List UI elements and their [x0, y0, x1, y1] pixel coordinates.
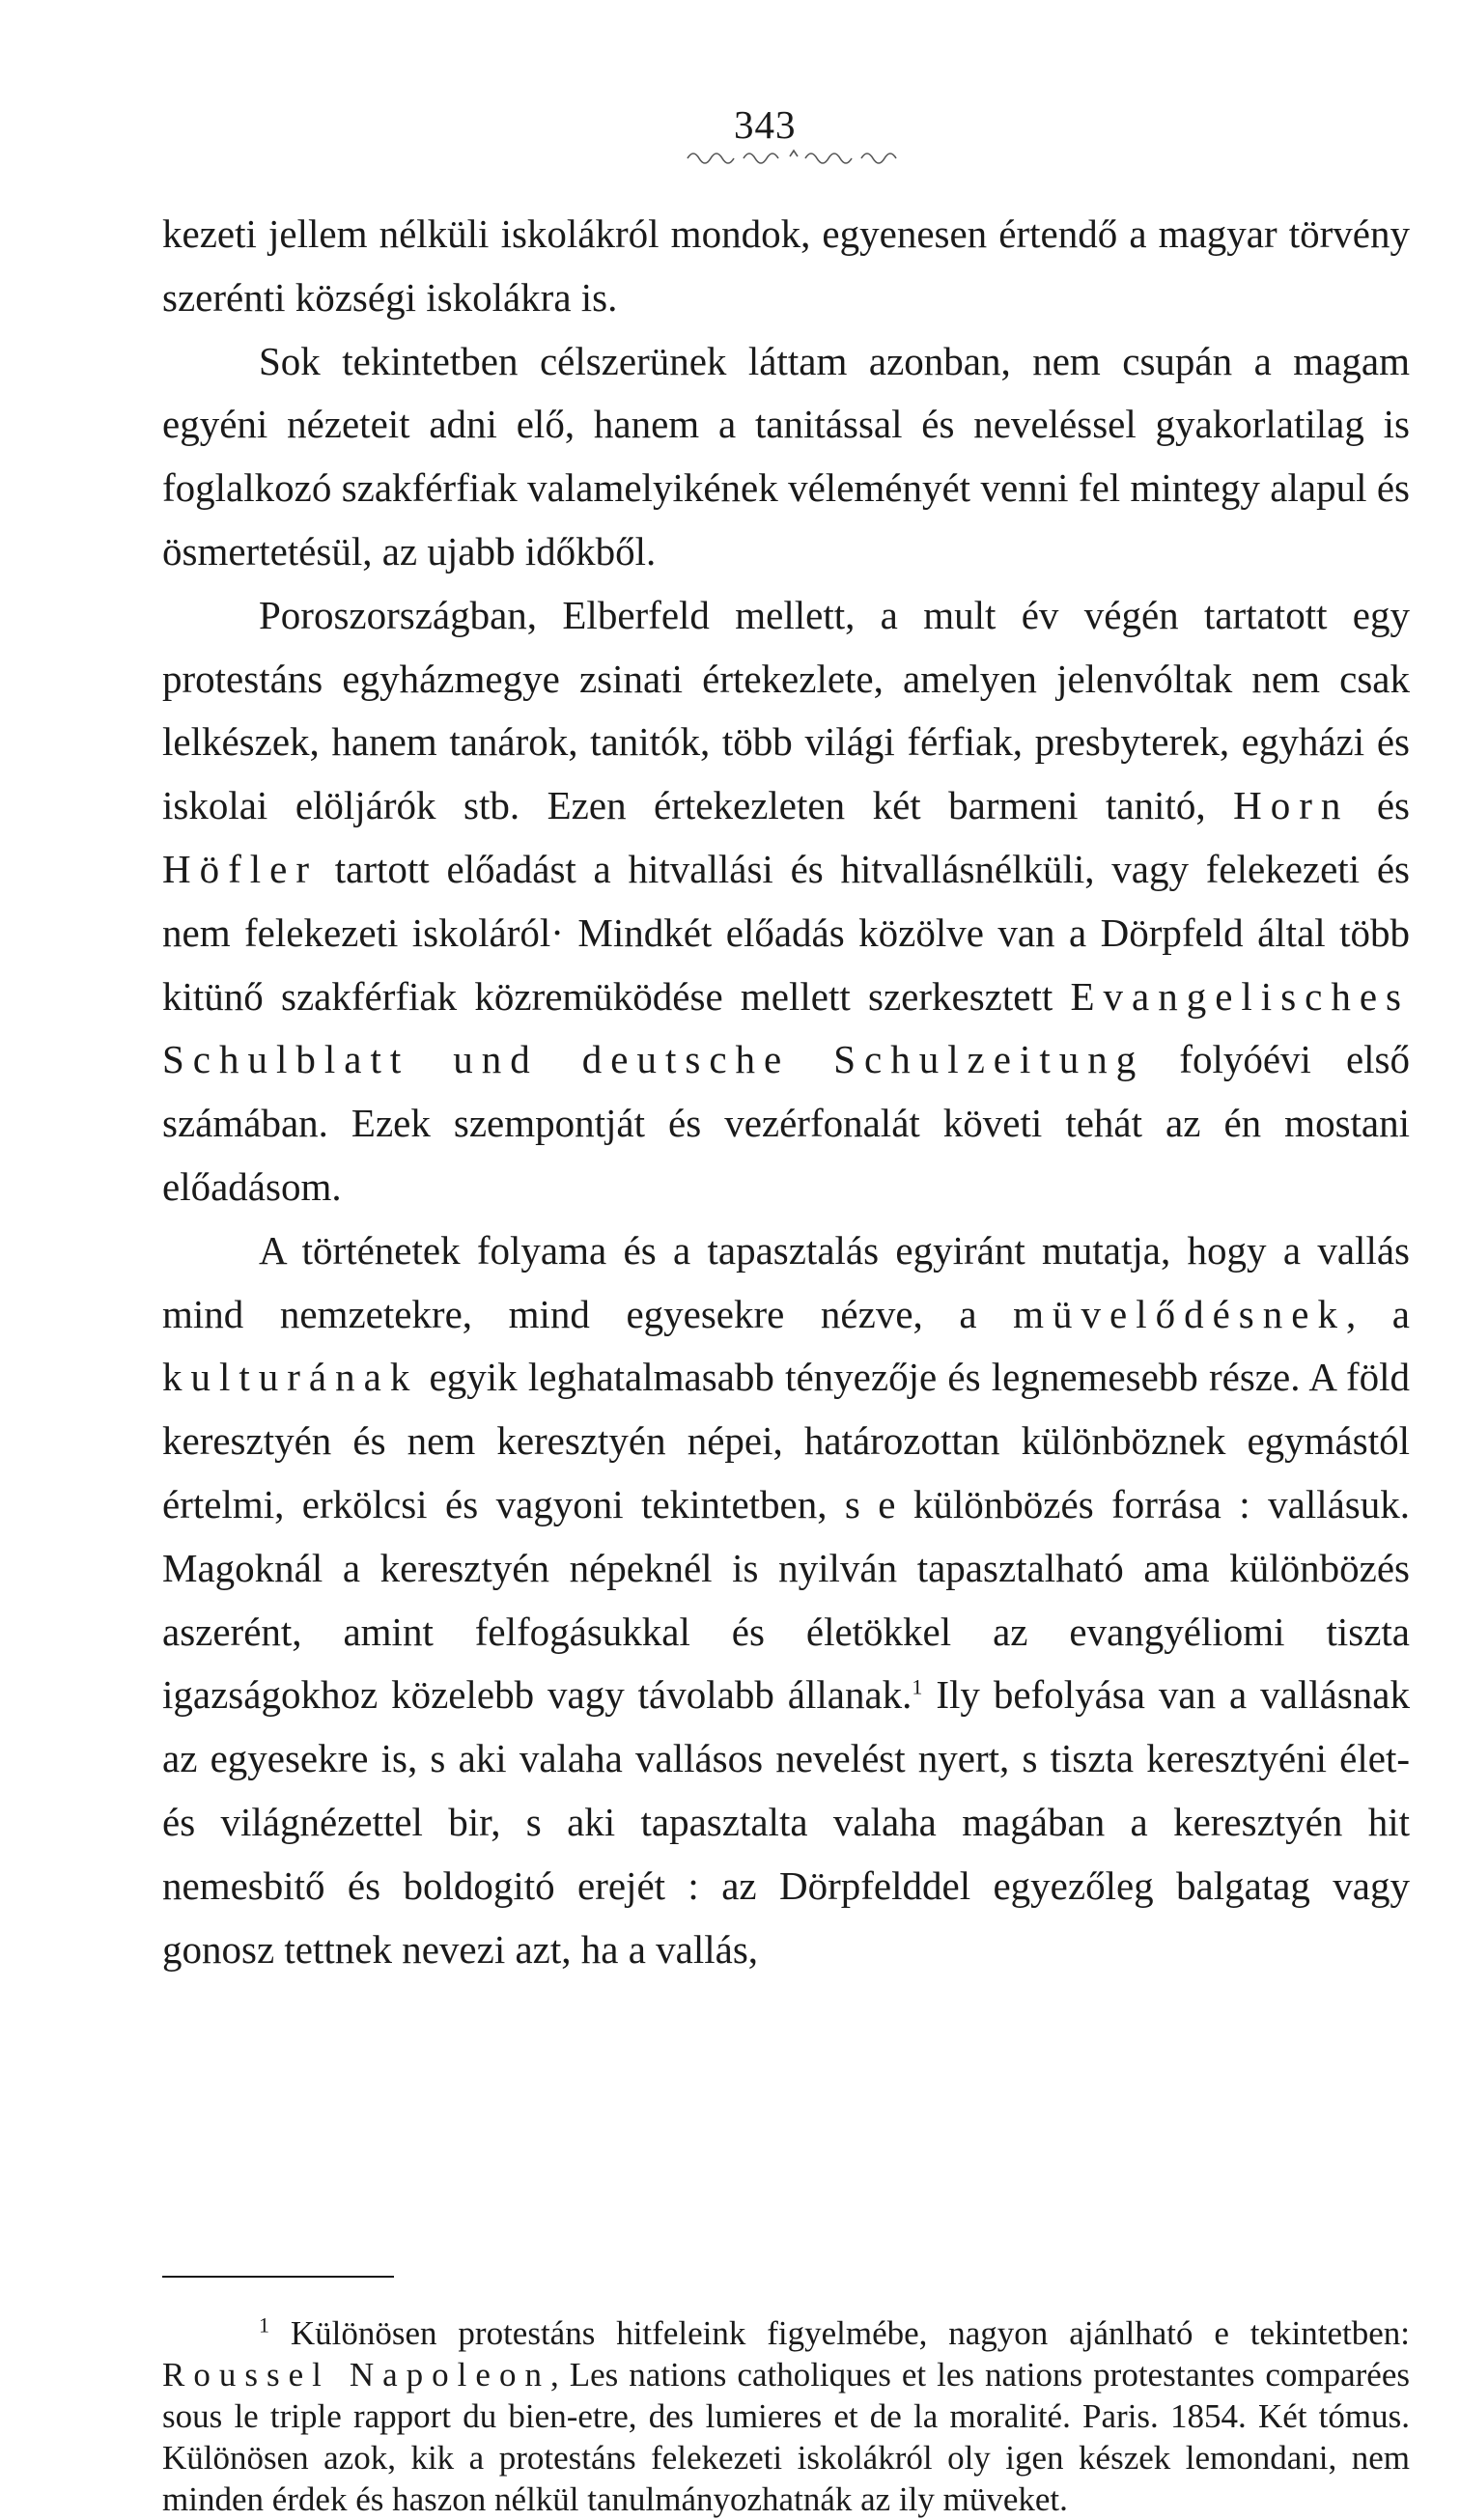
name-horn: Horn [1233, 783, 1350, 828]
paragraph-3-text-b: és [1349, 783, 1411, 828]
footnote-text-b: , Les nations catholiques et les nations protestantes comparées sous le triple rapport du bien-etre, des lumieres et de la moralité. Paris. 1854. Két tómus. Különösen azok, kik a protestáns felekezeti iskolákról oly igen készek lemondani, nem minden érdek és haszon nélkül tanulmányozhatnák az ily müveket. [162, 2356, 1410, 2518]
footnote-text-a: Különösen protestáns hitfeleink figyelmébe, nagyon ajánlható e tekintetben: [269, 2314, 1410, 2352]
footnote-marker: 1 [259, 2312, 269, 2338]
paragraph-3-text-c: tartott előadást a hitvallási és hitvallásnélküli, vagy felekezeti és nem felekezeti iskoláról· Mindkét előadás közölve van a Dörpfeld által több kitünő szakférfiak közremüködése mellett szerkesztett [162, 846, 1410, 1019]
page-number: 343 [734, 102, 797, 147]
paragraph-2-text: Sok tekintetben célszerünek láttam azonban, nem csupán a magam egyéni nézeteit adni elő, hanem a tanitással és neveléssel gyakorlatilag is foglalkozó szakférfiak valamelyikének véleményét venni fel mintegy alapul és ösmertetésül, az ujabb időkből. [162, 338, 1410, 574]
footnote-divider [162, 2276, 394, 2278]
paragraph-2 [162, 330, 1410, 584]
decorative-ornament-icon [686, 145, 908, 166]
main-text [162, 203, 1410, 1981]
journal-title: Evangelisches Schulblatt und deutsche Schulzeitung [162, 973, 1410, 1082]
paragraph-3 [162, 584, 1410, 1219]
term-muvelodes: müvelődésnek [1013, 1291, 1346, 1336]
name-hofler: Höfler [162, 846, 319, 891]
footnote-author: Roussel Napoleon [162, 2356, 550, 2394]
footnote-reference: 1 [912, 1674, 923, 1699]
paragraph-4 [162, 1219, 1410, 1982]
paragraph-4-text-d: Ily befolyása van a vallásnak az egyesekre is, s aki valaha vallásos nevelést nyert, s tiszta keresztyéni élet- és világnézettel bir, s aki tapasztalta valaha magában a keresztyén hit nemesbitő és boldogitó erejét : az Dörpfelddel egyezőleg balgatag vagy gonosz tettnek nevezi azt, ha a vallás, [162, 1672, 1410, 1972]
paragraph-3-text-d: folyóévi első számában. Ezek szempontját és vezérfonalát követi tehát az én mostani előadásom. [162, 1037, 1410, 1209]
term-kultura: kulturának [162, 1355, 419, 1400]
footnote [162, 2312, 1410, 2520]
paragraph-4-text-b: , a [1345, 1291, 1410, 1336]
paragraph-1-text: kezeti jellem nélküli iskolákról mondok, egyenesen értendő a magyar törvény szerénti községi iskolákra is. [162, 211, 1410, 320]
paragraph-1 [162, 203, 1410, 330]
paragraph-4-text-a: A történetek folyama és a tapasztalás egyiránt mutatja, hogy a vallás mind nemzetekre, mind egyesekre nézve, a [162, 1227, 1410, 1336]
paragraph-4-text-c: egyik leghatalmasabb tényezője és legnemesebb része. A föld keresztyén és nem keresztyén népei, határozottan különböznek egymástól értelmi, erkölcsi és vagyoni tekintetben, s e különbözés forrása : vallásuk. Magoknál a keresztyén népeknél is nyilván tapasztalható ama különbözés aszerént, amint felfogásukkal és életökkel az evangyéliomi tiszta igazságokhoz közelebb vagy távolabb állanak. [162, 1355, 1410, 1718]
paragraph-3-text-a: Poroszországban, Elberfeld mellett, a mult év végén tartatott egy protestáns egyházmegye zsinati értekezlete, amelyen jelenvóltak nem csak lelkészek, hanem tanárok, tanitók, több világi férfiak, presbyterek, egyházi és iskolai elöljárók stb. Ezen értekezleten két barmeni tanitó, [162, 592, 1410, 828]
